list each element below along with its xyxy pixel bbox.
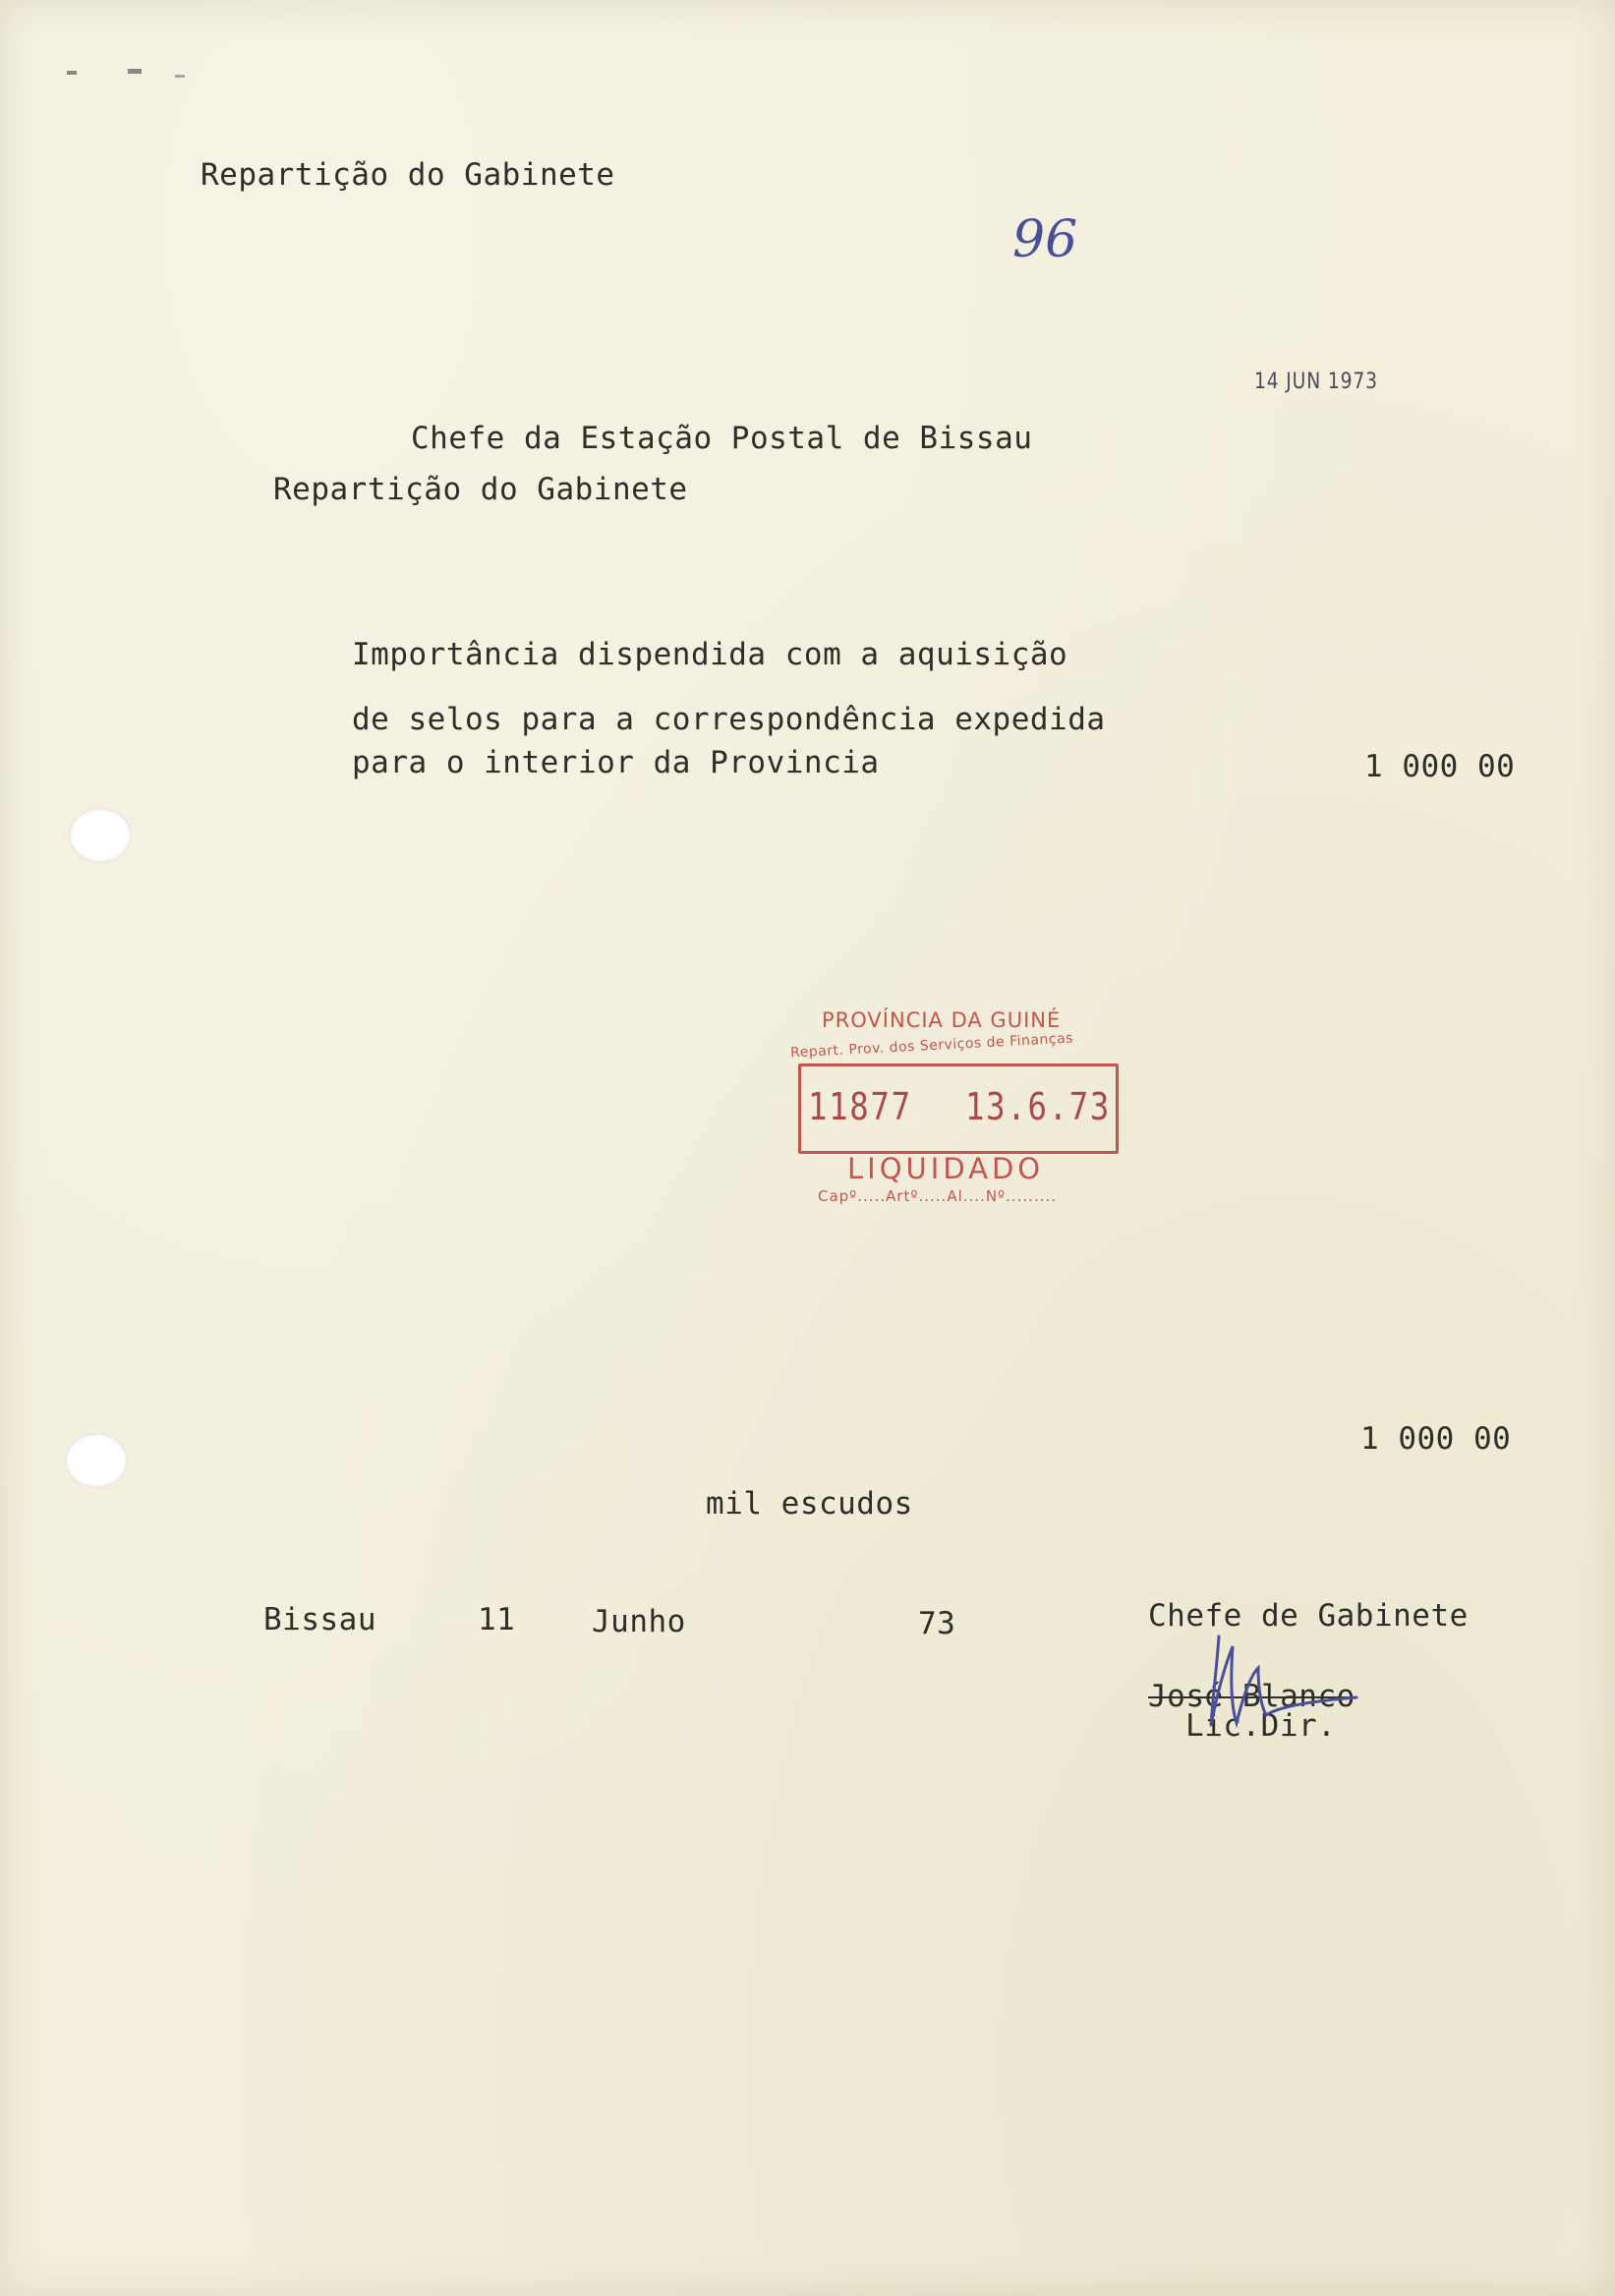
department-header: Repartição do Gabinete (201, 157, 615, 193)
stamp-subtitle: Repart. Prov. dos Serviços de Finanças (789, 1030, 1074, 1062)
dateline-place: Bissau (263, 1602, 376, 1637)
addressee-line-2: Repartição do Gabinete (273, 472, 688, 507)
signatory-credential: Lic.Dir. (1185, 1708, 1337, 1744)
description-line-2: de selos para a correspondência expedida (352, 702, 1106, 737)
handwritten-signature (1160, 1617, 1376, 1735)
description-line-3: para o interior da Provincia (352, 745, 880, 780)
stamp-title: PROVÍNCIA DA GUINÉ (822, 1008, 1062, 1032)
dateline-day: 11 (478, 1602, 516, 1637)
dateline-month: Junho (592, 1604, 686, 1639)
item-amount: 1 000 00 (1364, 749, 1516, 784)
punch-hole-upper (69, 808, 132, 863)
signatory-title: Chefe de Gabinete (1148, 1598, 1469, 1634)
total-amount: 1 000 00 (1360, 1421, 1512, 1457)
finance-stamp (782, 1004, 1146, 1223)
description-line-1: Importância dispendida com a aquisição (352, 637, 1068, 672)
punch-hole-lower (65, 1433, 128, 1488)
received-date-stamp: 14 JUN 1973 (1254, 370, 1378, 394)
addressee-line-1: Chefe da Estação Postal de Bissau (411, 421, 1033, 456)
folio-number: 96 (1012, 210, 1078, 269)
signatory-name: José Blanco (1148, 1679, 1355, 1714)
paper-marks (59, 59, 216, 98)
stamp-fields: Capº.....Artº.....Al....Nº......... (818, 1187, 1058, 1205)
dateline-year: 73 (918, 1606, 956, 1641)
amount-in-words: mil escudos (706, 1486, 913, 1521)
stamp-status: LIQUIDADO (847, 1152, 1045, 1185)
stamp-date: 13.6.73 (965, 1085, 1112, 1128)
stamp-number: 11877 (808, 1085, 912, 1128)
